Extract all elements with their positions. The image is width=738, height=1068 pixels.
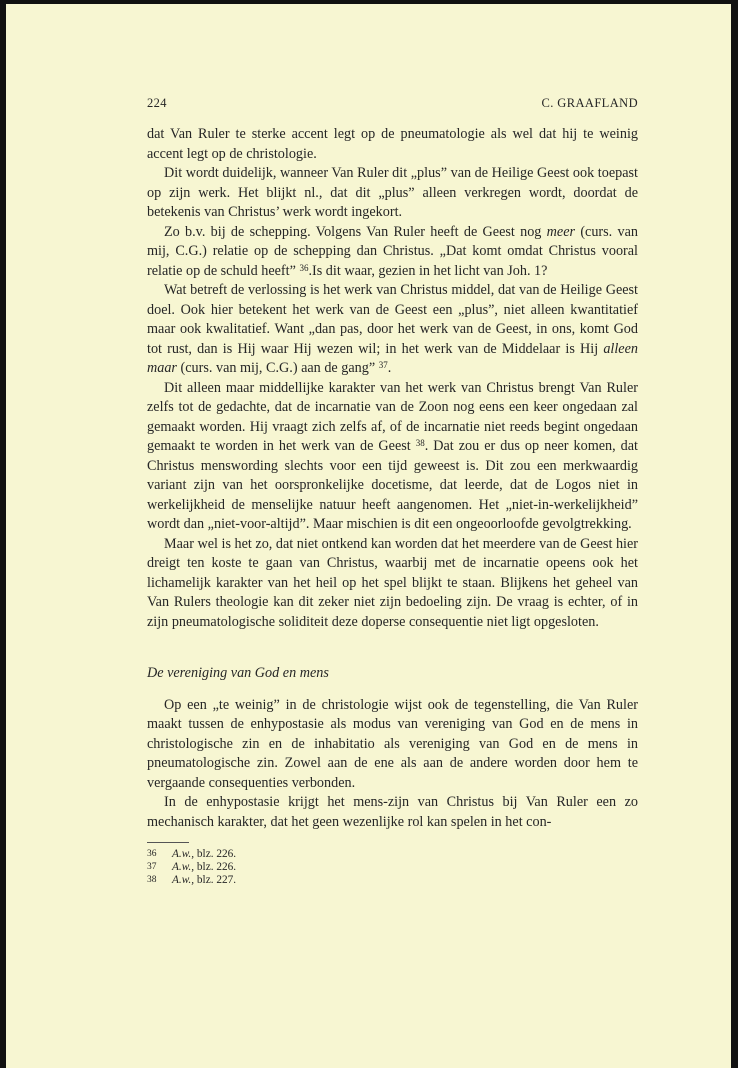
paragraph-5: Dit alleen maar middellijke karakter van het werk van Christus brengt Van Ruler zelfs tot de gedachte, dat de incarnatie van de Zoon nog eens een keer ongedaan zal gemaakt worden. Hij vraagt zich zelfs af, of de incarnatie niet reeds begint ongedaan gemaakt te worden in het werk van de Geest $^{38}$. Dat zou er dus op neer komen, dat Christus menswording slechts voor een tijd geweest is. Dit zou een merkwaardig variant zijn van het oorspronkelijke docetisme, dat leerde, dat de Logos niet in werkelijkheid de menselijke natuur heeft aangenomen. Het „niet-in-werkelijkheid” wordt dan „niet-voor-altijd”. Maar mischien is dit een ongeoorloofde gevolgtrekking. [147, 379, 638, 532]
paragraph-3: Zo b.v. bij de schepping. Volgens Van Ruler heeft de Geest nog meer (curs. van mij, C.G.) relatie op de schepping dan Christus. „Dat komt omdat Christus vooral relatie op de schuld heeft” $^{36}$.Is dit waar, gezien in het licht van Joh. 1? [147, 223, 638, 279]
footnote-ref-36: 36 [299, 262, 309, 273]
footnote-38: 38 A.w., blz. 227. [147, 874, 237, 886]
footnote-ref-37: 37 [378, 360, 388, 370]
paragraph-6: Maar wel is het zo, dat niet ontkend kan worden dat het meerdere van de Geest hier dreigt ten koste te gaan van Christus, waarbij met de incarnatie opeens ook het lichamelijk karakter van het heil op het spel blijkt te staan. Blijkens het geheel van Van Rulers theologie kan dit zeker niet zijn bedoeling zijn. De vraag is echter, of in zijn pneumatologische soliditeit deze doperse consequentie niet ligt opgesloten. [147, 535, 638, 630]
paragraph-7: Op een „te weinig” in de christologie wijst ook de tegenstelling, die Van Ruler maakt tussen de enhypostasie als modus van vereniging van God en de mens in christologische zin en de inhabitatio als vereniging van God en de mens in pneumatologische zin. Zowel aan de ene als aan de andere worden door hem te vergaande consequenties verbonden. [147, 696, 638, 791]
footnote-36: 36 A.w., blz. 226. [147, 848, 237, 860]
paragraph-2: Dit wordt duidelijk, wanneer Van Ruler dit „plus” van de Heilige Geest ook toepast op zijn werk. Het blijkt nl., dat dit „plus” alleen verkregen wordt, doordat de betekenis van Christus’ werk wordt ingekort. [147, 165, 638, 220]
scan-border-left [0, 0, 6, 1068]
book-page [147, 96, 638, 887]
footnote-ref-38: 38 [415, 438, 425, 448]
paragraph-1: dat Van Ruler te sterke accent legt op de pneumatologie als wel dat hij te weinig accent legt op de christologie. [147, 126, 638, 162]
footnote-divider [147, 842, 189, 843]
footnote-37: 37 A.w., blz. 226. [147, 861, 237, 873]
running-head [147, 96, 638, 111]
paragraph-8: In de enhypostasie krijgt het mens-zijn van Christus bij Van Ruler een zo mechanisch karakter, dat het geen wezenlijke rol kan spelen in het con- [147, 794, 638, 830]
page-number: 224 [147, 96, 167, 110]
scan-border-top [0, 0, 738, 4]
section-heading: De vereniging van God en mens [147, 665, 329, 681]
scan-border-right [731, 0, 738, 1068]
footnotes [147, 848, 638, 887]
running-head-author: C. GRAAFLAND [541, 96, 638, 110]
paragraph-4: Wat betreft de verlossing is het werk van Christus middel, dat van de Heilige Geest doel. Ook hier betekent het werk van de Geest een „plus”, niet alleen kwantitatief maar ook kwalitatief. Want „dan pas, door het werk van de Geest, in ons, komt God tot rust, dan is Hij waar Hij wezen wil; in het werk van de Middelaar is Hij alleen maar (curs. van mij, C.G.) aan de gang” $^{37}$. [147, 282, 638, 376]
emphasis-alleen-maar: alleen maar [147, 340, 638, 376]
emphasis-meer: meer [546, 223, 576, 240]
